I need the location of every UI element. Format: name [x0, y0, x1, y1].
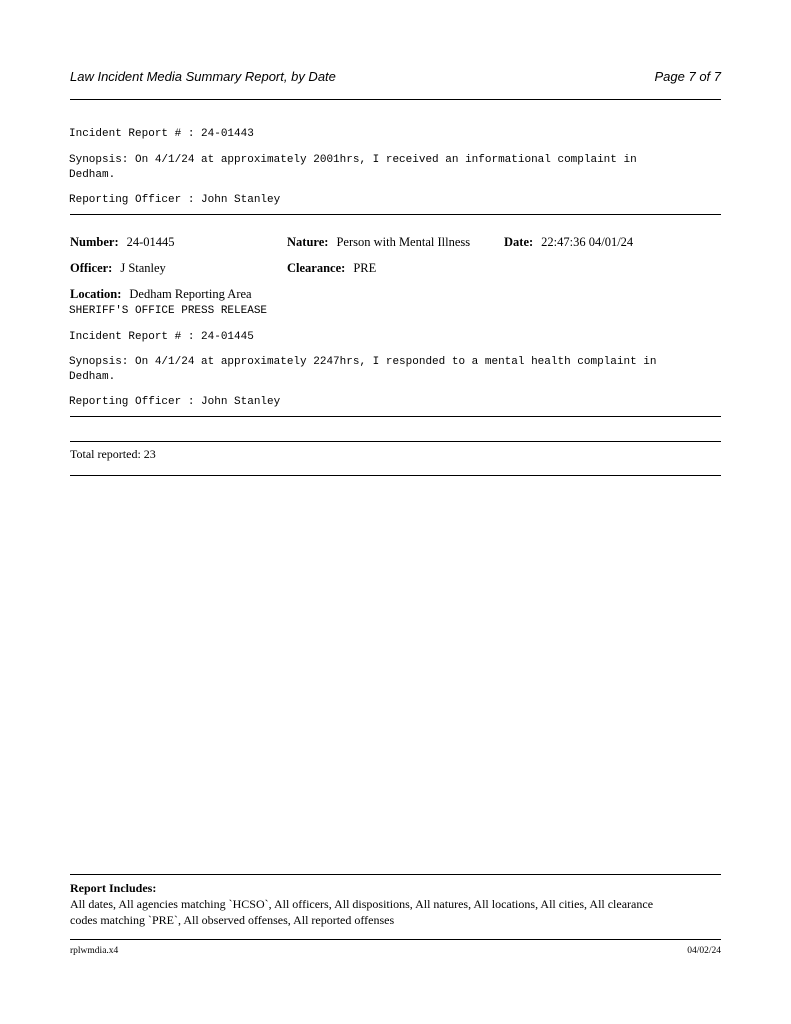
number-field	[70, 235, 175, 250]
officer-value: J Stanley	[120, 261, 166, 275]
clearance-value: PRE	[353, 261, 377, 275]
includes-divider	[70, 874, 721, 875]
incident-report: Incident Report # : 24-01445	[69, 331, 254, 343]
officer-field	[70, 261, 166, 276]
report-includes-label: Report Includes:	[70, 881, 157, 895]
location-label: Location:	[70, 287, 122, 301]
prev-reporting-officer: Reporting Officer : John Stanley	[69, 194, 281, 206]
nature-field	[287, 235, 470, 250]
header-divider	[70, 99, 721, 100]
location-value: Dedham Reporting Area	[129, 287, 252, 301]
synopsis-line1: Synopsis: On 4/1/24 at approximately 2247hrs, I responded to a mental health complaint in	[69, 356, 657, 368]
date-field	[504, 235, 633, 250]
page-number: Page 7 of 7	[654, 69, 721, 84]
clearance-field	[287, 261, 376, 276]
total-bottom-divider	[70, 475, 721, 476]
report-title: Law Incident Media Summary Report, by Date	[70, 69, 336, 84]
footer-date: 04/02/24	[687, 946, 721, 956]
date-value: 22:47:36 04/01/24	[541, 235, 634, 249]
clearance-label: Clearance:	[287, 261, 346, 275]
nature-value: Person with Mental Illness	[336, 235, 471, 249]
report-includes	[70, 880, 725, 928]
total-top-divider	[70, 441, 721, 442]
prev-incident-report: Incident Report # : 24-01443	[69, 128, 254, 140]
record-end-divider	[70, 416, 721, 417]
total-reported: Total reported: 23	[70, 447, 156, 461]
footer-divider	[70, 939, 721, 940]
press-release-label: SHERIFF'S OFFICE PRESS RELEASE	[69, 305, 268, 317]
date-label: Date:	[504, 235, 534, 249]
synopsis-line2: Dedham.	[69, 371, 116, 383]
footer-report-code: rplwmdia.x4	[70, 946, 119, 956]
nature-label: Nature:	[287, 235, 329, 249]
officer-label: Officer:	[70, 261, 113, 275]
report-includes-line2: codes matching `PRE`, All observed offenses, All reported offenses	[70, 913, 395, 927]
prev-synopsis-line2: Dedham.	[69, 169, 116, 181]
location-field	[70, 287, 252, 302]
prev-synopsis-line1: Synopsis: On 4/1/24 at approximately 2001hrs, I received an informational complaint in	[69, 154, 637, 166]
reporting-officer: Reporting Officer : John Stanley	[69, 396, 281, 408]
report-includes-line1: All dates, All agencies matching `HCSO`, All officers, All dispositions, All natures, All locations, All cities, All clearance	[70, 897, 654, 911]
number-label: Number:	[70, 235, 119, 249]
number-value: 24-01445	[126, 235, 175, 249]
record-divider	[70, 214, 721, 215]
